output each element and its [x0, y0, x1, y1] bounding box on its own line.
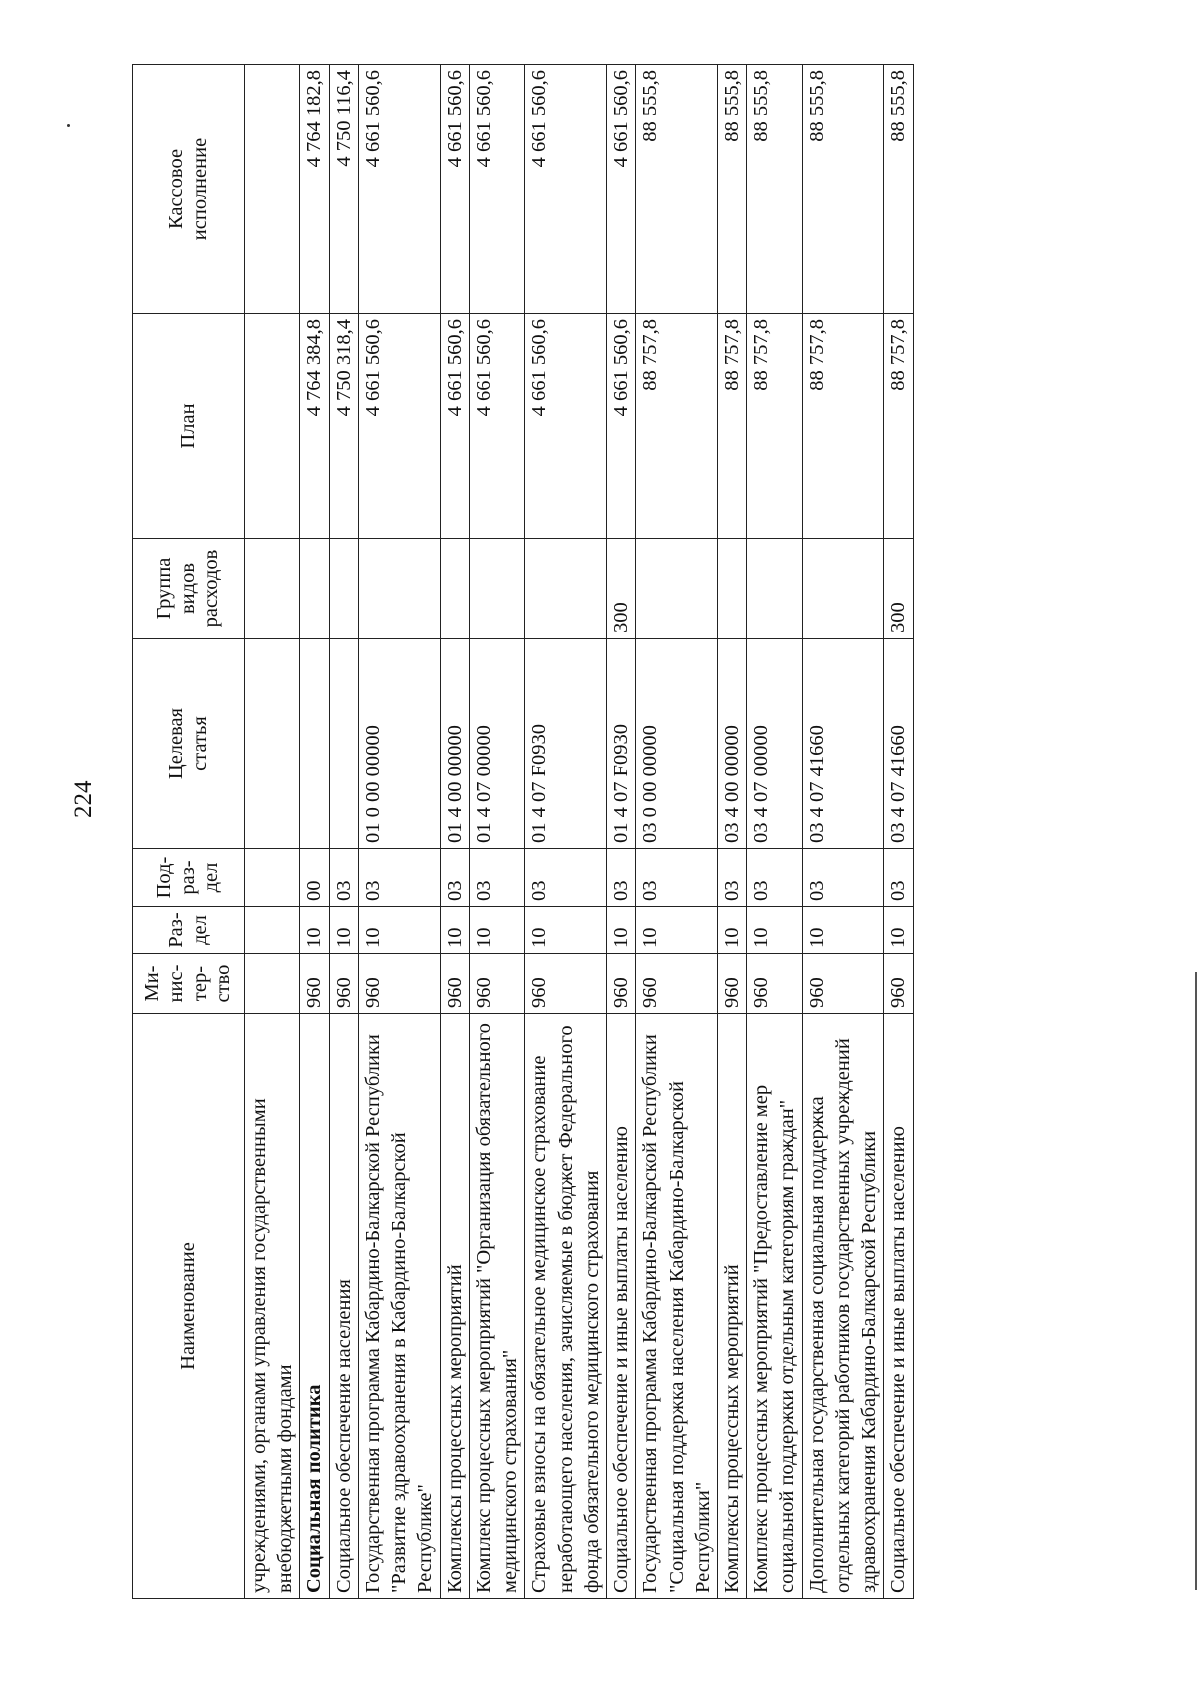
cell-section: 10	[329, 907, 358, 954]
cell-plan: 4 661 560,6	[607, 314, 636, 539]
cell-group	[245, 539, 300, 639]
header-ministry: Ми- нис- тер- ство	[133, 954, 245, 1014]
cell-exec: 88 555,8	[802, 65, 884, 314]
table-row	[358, 65, 440, 1599]
cell-target: 03 4 00 00000	[717, 639, 746, 849]
cell-group	[469, 539, 524, 639]
cell-exec: 4 661 560,6	[469, 65, 524, 314]
cell-ministry: 960	[747, 954, 802, 1014]
cell-plan: 4 661 560,6	[525, 314, 607, 539]
cell-name: Дополнительная государственная социальная поддержка отдельных категорий работников государственных учреждений здравоохранения Кабардино-Балкарской Республики	[802, 1014, 884, 1599]
cell-section: 10	[747, 907, 802, 954]
header-subsection: Под- раз- дел	[133, 849, 245, 907]
cell-subsection: 03	[329, 849, 358, 907]
cell-target: 01 4 07 00000	[469, 639, 524, 849]
cell-section: 10	[469, 907, 524, 954]
cell-subsection: 03	[802, 849, 884, 907]
cell-target	[329, 639, 358, 849]
cell-exec: 88 555,8	[636, 65, 718, 314]
cell-name: Государственная программа Кабардино-Балкарской Республики "Социальная поддержка населения Кабардино-Балкарской Республики"	[636, 1014, 718, 1599]
cell-ministry: 960	[717, 954, 746, 1014]
cell-target: 01 0 00 00000	[358, 639, 440, 849]
cell-subsection	[245, 849, 300, 907]
cell-section: 10	[636, 907, 718, 954]
cell-ministry: 960	[300, 954, 329, 1014]
page-number: 224	[70, 780, 97, 818]
cell-ministry: 960	[802, 954, 884, 1014]
table-row	[636, 65, 718, 1599]
cell-exec: 88 555,8	[747, 65, 802, 314]
cell-name: Социальное обеспечение и иные выплаты населению	[607, 1014, 636, 1599]
cell-exec: 4 661 560,6	[525, 65, 607, 314]
table-row	[440, 65, 469, 1599]
cell-group	[440, 539, 469, 639]
cell-group	[636, 539, 718, 639]
cell-exec: 4 764 182,8	[300, 65, 329, 314]
cell-name: Страховые взносы на обязательное медицинское страхование неработающего населения, зачисляемые в бюджет Федерального фонда обязательного медицинского страхования	[525, 1014, 607, 1599]
cell-target: 03 4 07 41660	[884, 639, 913, 849]
cell-subsection: 03	[525, 849, 607, 907]
cell-subsection: 00	[300, 849, 329, 907]
cell-subsection: 03	[717, 849, 746, 907]
cell-subsection: 03	[440, 849, 469, 907]
cell-ministry: 960	[884, 954, 913, 1014]
cell-plan: 4 661 560,6	[469, 314, 524, 539]
header-name: Наименование	[133, 1014, 245, 1599]
cell-name: Комплексы процессных мероприятий	[717, 1014, 746, 1599]
cell-section: 10	[440, 907, 469, 954]
cell-group	[747, 539, 802, 639]
cell-subsection: 03	[636, 849, 718, 907]
scan-dot	[67, 124, 70, 127]
cell-ministry: 960	[636, 954, 718, 1014]
cell-target: 01 4 00 00000	[440, 639, 469, 849]
cell-target	[245, 639, 300, 849]
cell-group	[358, 539, 440, 639]
cell-exec: 88 555,8	[717, 65, 746, 314]
table-row	[329, 65, 358, 1599]
cell-subsection: 03	[358, 849, 440, 907]
cell-group	[329, 539, 358, 639]
cell-exec: 4 661 560,6	[607, 65, 636, 314]
cell-name: учреждениями, органами управления государственными внебюджетными фондами	[245, 1014, 300, 1599]
rotated-table-container	[132, 65, 1082, 1599]
table-row	[300, 65, 329, 1599]
cell-exec: 4 661 560,6	[440, 65, 469, 314]
cell-target	[300, 639, 329, 849]
cell-exec: 4 750 116,4	[329, 65, 358, 314]
cell-target: 01 4 07 F0930	[525, 639, 607, 849]
cell-subsection: 03	[607, 849, 636, 907]
table-row	[747, 65, 802, 1599]
table-header-row	[133, 65, 245, 1599]
header-section: Раз- дел	[133, 907, 245, 954]
table-row	[884, 65, 913, 1599]
cell-section: 10	[884, 907, 913, 954]
cell-section: 10	[802, 907, 884, 954]
cell-subsection: 03	[747, 849, 802, 907]
cell-plan: 88 757,8	[747, 314, 802, 539]
table-row	[607, 65, 636, 1599]
cell-group	[717, 539, 746, 639]
cell-target: 03 0 00 00000	[636, 639, 718, 849]
header-exec: Кассовое исполнение	[133, 65, 245, 314]
header-target: Целевая статья	[133, 639, 245, 849]
cell-group	[300, 539, 329, 639]
cell-plan: 88 757,8	[717, 314, 746, 539]
cell-section: 10	[525, 907, 607, 954]
cell-section: 10	[607, 907, 636, 954]
cell-exec	[245, 65, 300, 314]
cell-group: 300	[884, 539, 913, 639]
cell-name: Комплексы процессных мероприятий	[440, 1014, 469, 1599]
cell-ministry: 960	[440, 954, 469, 1014]
cell-group	[802, 539, 884, 639]
cell-exec: 4 661 560,6	[358, 65, 440, 314]
cell-plan: 4 661 560,6	[358, 314, 440, 539]
cell-plan: 88 757,8	[884, 314, 913, 539]
cell-name: Социальное обеспечение населения	[329, 1014, 358, 1599]
table-row	[469, 65, 524, 1599]
budget-table	[132, 64, 914, 1599]
cell-target: 01 4 07 F0930	[607, 639, 636, 849]
cell-target: 03 4 07 00000	[747, 639, 802, 849]
table-row	[802, 65, 884, 1599]
cell-ministry: 960	[329, 954, 358, 1014]
table-row	[525, 65, 607, 1599]
table-body	[245, 65, 914, 1599]
cell-exec: 88 555,8	[884, 65, 913, 314]
cell-section: 10	[717, 907, 746, 954]
scan-edge-line	[1195, 972, 1197, 1590]
cell-plan: 4 764 384,8	[300, 314, 329, 539]
table-row	[717, 65, 746, 1599]
cell-name: Государственная программа Кабардино-Балкарской Республики "Развитие здравоохранения в Кабардино-Балкарской Республике"	[358, 1014, 440, 1599]
cell-plan: 88 757,8	[802, 314, 884, 539]
cell-ministry	[245, 954, 300, 1014]
cell-plan: 4 750 318,4	[329, 314, 358, 539]
cell-section	[245, 907, 300, 954]
cell-name: Комплекс процессных мероприятий "Организация обязательного медицинского страхования"	[469, 1014, 524, 1599]
header-group: Группа видов расходов	[133, 539, 245, 639]
cell-name: Социальная политика	[300, 1014, 329, 1599]
cell-subsection: 03	[469, 849, 524, 907]
cell-name: Комплекс процессных мероприятий "Предоставление мер социальной поддержки отдельным категориям граждан"	[747, 1014, 802, 1599]
cell-ministry: 960	[358, 954, 440, 1014]
cell-ministry: 960	[469, 954, 524, 1014]
cell-plan: 4 661 560,6	[440, 314, 469, 539]
cell-ministry: 960	[607, 954, 636, 1014]
cell-subsection: 03	[884, 849, 913, 907]
cell-section: 10	[300, 907, 329, 954]
cell-group	[525, 539, 607, 639]
cell-target: 03 4 07 41660	[802, 639, 884, 849]
cell-section: 10	[358, 907, 440, 954]
cell-group: 300	[607, 539, 636, 639]
header-plan: План	[133, 314, 245, 539]
cell-plan	[245, 314, 300, 539]
cell-ministry: 960	[525, 954, 607, 1014]
table-row	[245, 65, 300, 1599]
cell-plan: 88 757,8	[636, 314, 718, 539]
cell-name: Социальное обеспечение и иные выплаты населению	[884, 1014, 913, 1599]
